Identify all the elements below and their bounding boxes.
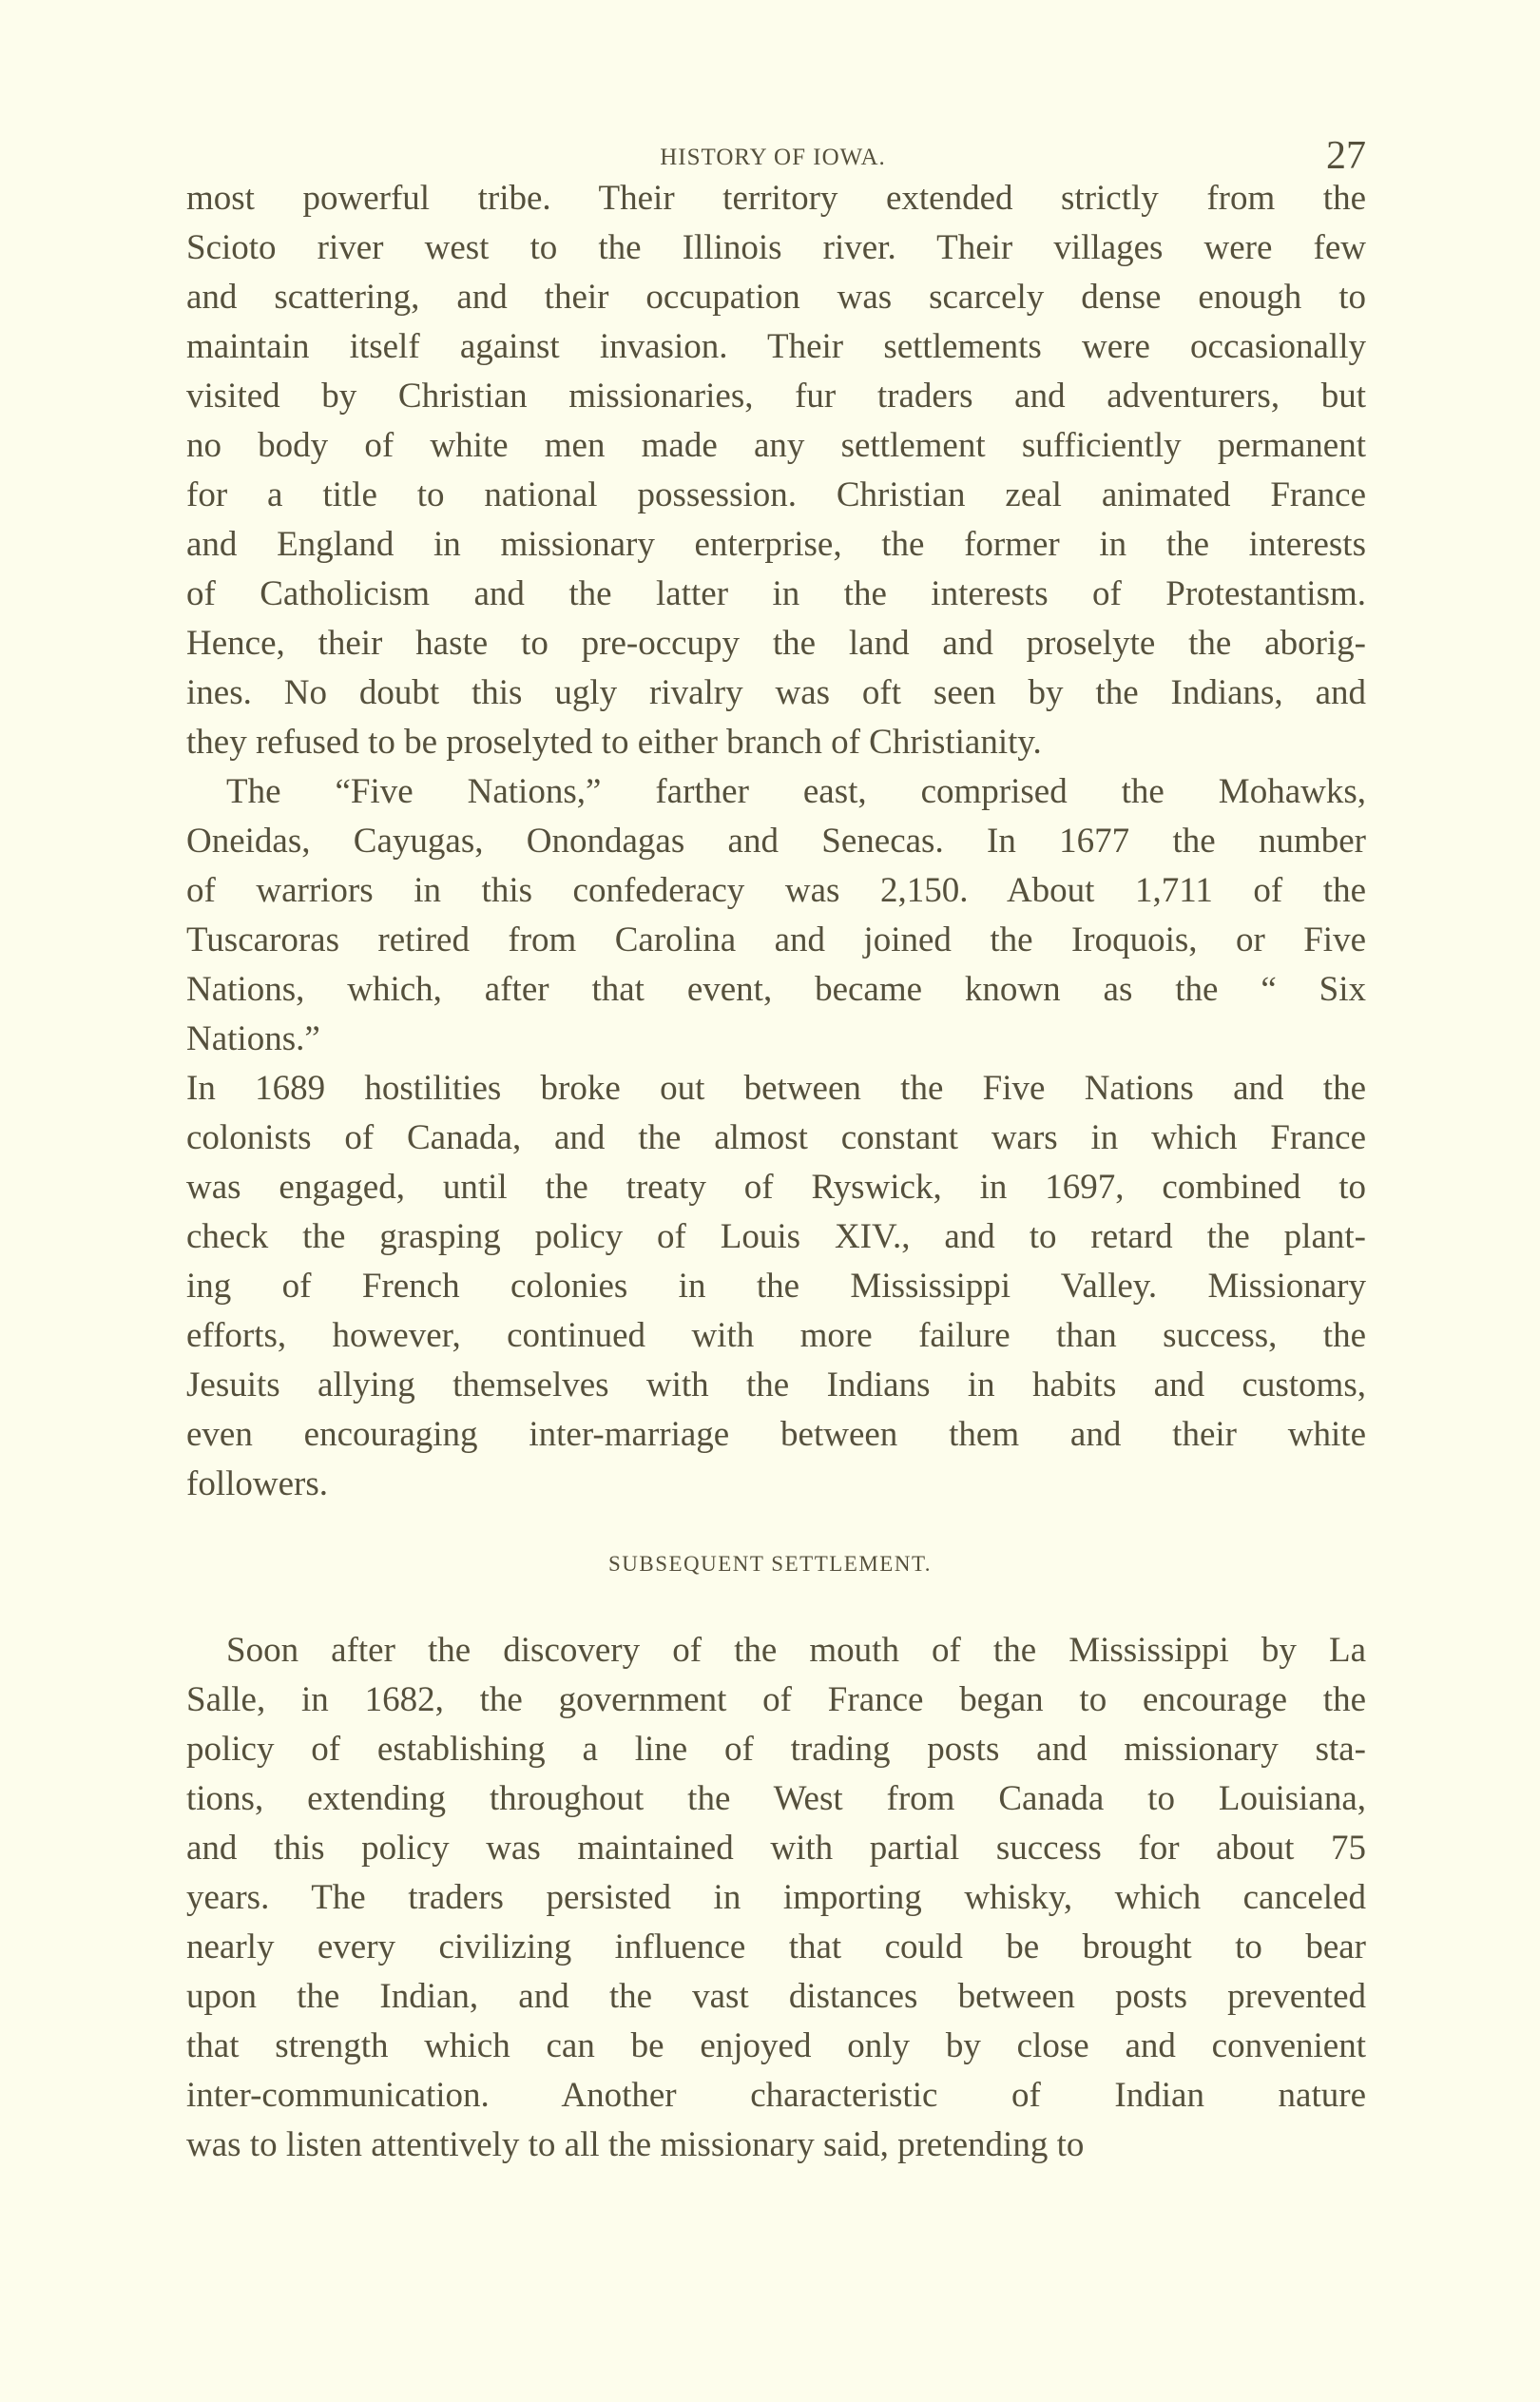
text-line: check the grasping policy of Louis XIV., and to retard the plant- xyxy=(186,1217,1366,1256)
text-line: they refused to be proselyted to either branch of Christianity. xyxy=(186,723,1042,762)
text-line: Nations.” xyxy=(186,1019,320,1058)
text-line: Tuscaroras retired from Carolina and joined the Iroquois, or Five xyxy=(186,920,1366,959)
text-line: tions, extending throughout the West from Canada to Louisiana, xyxy=(186,1779,1366,1818)
text-line: Hence, their haste to pre-occupy the land and proselyte the aborig- xyxy=(186,624,1366,663)
text-line: Salle, in 1682, the government of France began to encourage the xyxy=(186,1680,1366,1719)
text-line: even encouraging inter-marriage between them and their white xyxy=(186,1415,1366,1454)
text-line: followers. xyxy=(186,1464,328,1503)
section-heading: SUBSEQUENT SETTLEMENT. xyxy=(607,1552,933,1576)
text-line: policy of establishing a line of trading posts and missionary sta- xyxy=(186,1730,1366,1769)
text-line: of warriors in this confederacy was 2,150. About 1,711 of the xyxy=(186,871,1366,910)
text-line: that strength which can be enjoyed only by close and convenient xyxy=(186,2026,1366,2065)
text-line: for a title to national possession. Christian zeal animated France xyxy=(186,475,1366,514)
text-line: and England in missionary enterprise, the former in the interests xyxy=(186,525,1366,564)
text-line: Scioto river west to the Illinois river. Their villages were few xyxy=(186,228,1366,267)
text-line: Oneidas, Cayugas, Onondagas and Senecas. In 1677 the number xyxy=(186,822,1366,861)
text-line: most powerful tribe. Their territory extended strictly from the xyxy=(186,179,1366,218)
text-line: ing of French colonies in the Mississippi Valley. Missionary xyxy=(186,1267,1366,1306)
text-line: nearly every civilizing influence that could be brought to bear xyxy=(186,1927,1366,1966)
text-line: efforts, however, continued with more failure than success, the xyxy=(186,1316,1366,1355)
text-line: was engaged, until the treaty of Ryswick, in 1697, combined to xyxy=(186,1168,1366,1207)
text-line: of Catholicism and the latter in the interests of Protestantism. xyxy=(186,574,1366,613)
text-line: Jesuits allying themselves with the Indians in habits and customs, xyxy=(186,1366,1366,1404)
text-line: and this policy was maintained with partial success for about 75 xyxy=(186,1829,1366,1868)
text-line: Soon after the discovery of the mouth of the Mississippi by La xyxy=(226,1631,1366,1670)
text-line: visited by Christian missionaries, fur traders and adventurers, but xyxy=(186,377,1366,416)
text-line: upon the Indian, and the vast distances between posts prevented xyxy=(186,1977,1366,2016)
text-line: maintain itself against invasion. Their settlements were occasionally xyxy=(186,327,1366,366)
text-line: In 1689 hostilities broke out between the Five Nations and the xyxy=(186,1069,1366,1108)
page-number: 27 xyxy=(1326,134,1366,178)
text-line: Nations, which, after that event, became known as the “ Six xyxy=(186,970,1366,1009)
text-line: The “Five Nations,” farther east, comprised the Mohawks, xyxy=(226,772,1366,811)
text-line: no body of white men made any settlement sufficiently permanent xyxy=(186,426,1366,465)
text-line: and scattering, and their occupation was scarcely dense enough to xyxy=(186,278,1366,317)
running-title: HISTORY OF IOWA. xyxy=(660,145,886,170)
text-line: colonists of Canada, and the almost constant wars in which France xyxy=(186,1118,1366,1157)
text-line: inter-communication. Another characteristic of Indian nature xyxy=(186,2076,1366,2115)
text-line: ines. No doubt this ugly rivalry was oft seen by the Indians, and xyxy=(186,673,1366,712)
text-line: was to listen attentively to all the missionary said, pretending to xyxy=(186,2125,1085,2164)
text-line: years. The traders persisted in importing whisky, which canceled xyxy=(186,1878,1366,1917)
